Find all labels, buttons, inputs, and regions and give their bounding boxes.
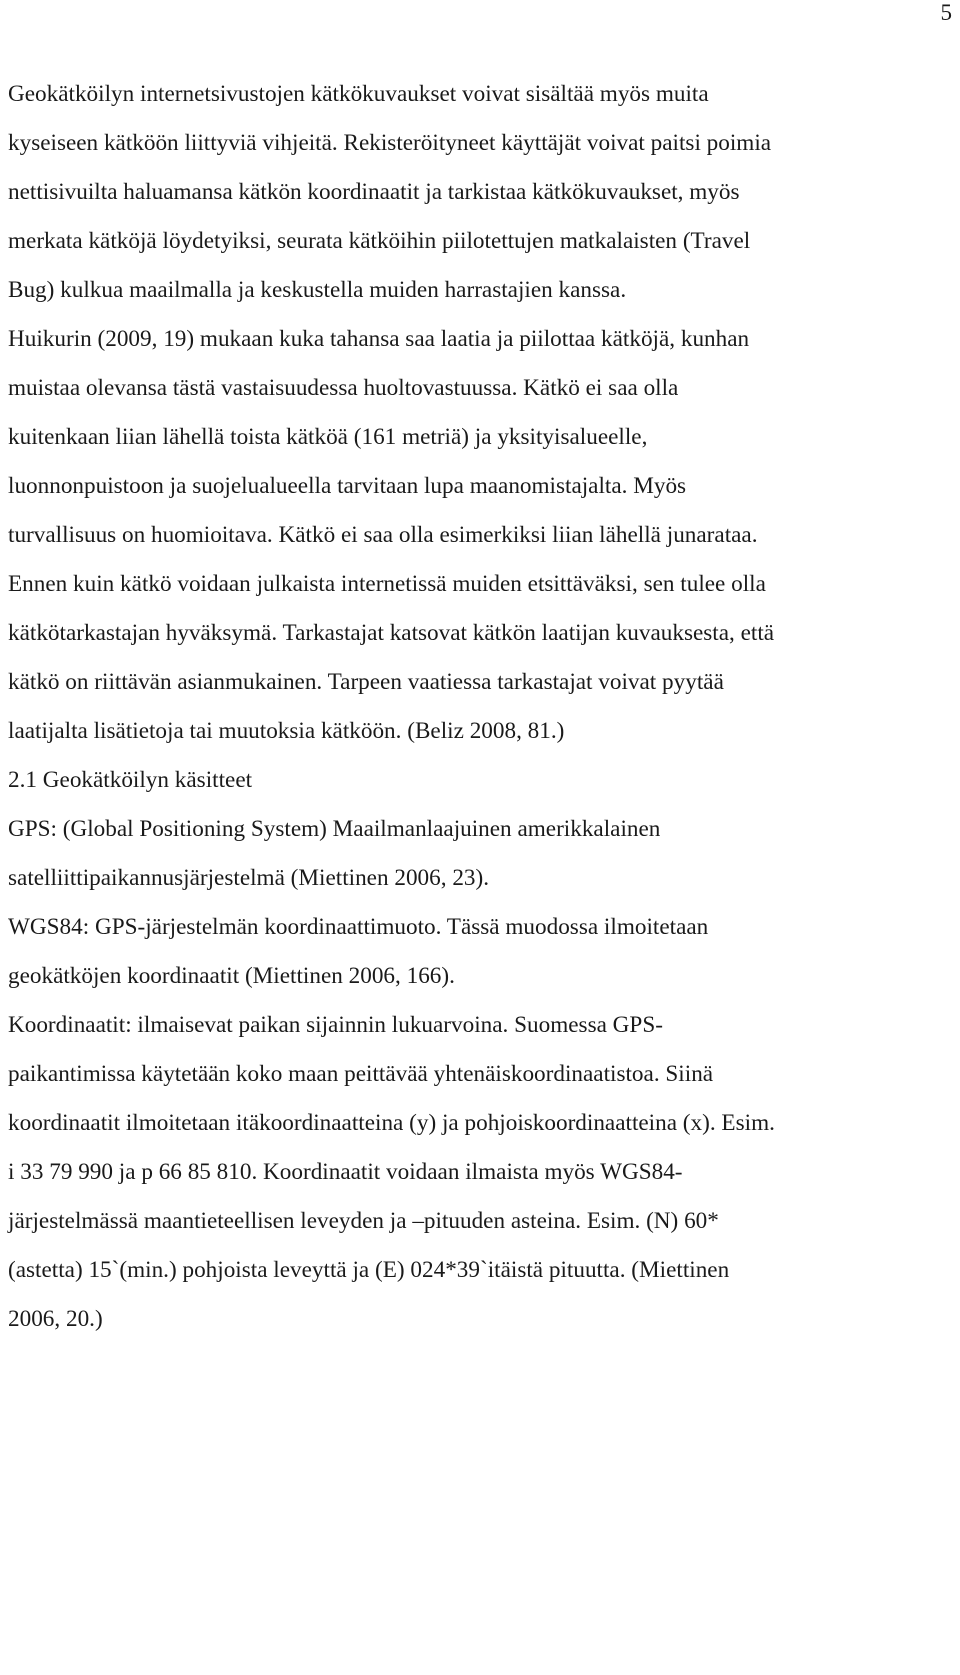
section-heading [8, 756, 928, 805]
text-line: merkata kätköjä löydetyiksi, seurata kätköihin piilotettujen matkalaisten (Travel [8, 228, 751, 254]
text-line: i 33 79 990 ja p 66 85 810. Koordinaatit voidaan ilmaista myös WGS84- [8, 1159, 683, 1185]
text-line: kuitenkaan liian lähellä toista kätköä (161 metriä) ja yksityisalueelle, [8, 424, 648, 450]
text-line: Huikurin (2009, 19) mukaan kuka tahansa saa laatia ja piilottaa kätköjä, kunhan [8, 326, 750, 352]
text-line: koordinaatit ilmoitetaan itäkoordinaatteina (y) ja pohjoiskoordinaatteina (x). Esim. [8, 1110, 775, 1136]
text-line: nettisivuilta haluamansa kätkön koordinaatit ja tarkistaa kätkökuvaukset, myös [8, 179, 740, 205]
paragraph-hiding-caches [8, 315, 928, 756]
text-line: kyseiseen kätköön liittyviä vihjeitä. Rekisteröityneet käyttäjät voivat paitsi poimia [8, 130, 772, 156]
text-line: paikantimissa käytetään koko maan peittävää yhtenäiskoordinaatistoa. Siinä [8, 1061, 714, 1087]
text-line: järjestelmässä maantieteellisen leveyden ja –pituuden asteina. Esim. (N) 60* [8, 1208, 719, 1234]
text-line: Geokätköilyn internetsivustojen kätkökuvaukset voivat sisältää myös muita [8, 81, 709, 107]
definition-coordinates [8, 1001, 928, 1344]
page-number: 5 [940, 0, 952, 25]
text-line: luonnonpuistoon ja suojelualueella tarvitaan lupa maanomistajalta. Myös [8, 473, 687, 499]
text-line: Bug) kulkua maailmalla ja keskustella muiden harrastajien kanssa. [8, 277, 627, 303]
text-line: laatijalta lisätietoja tai muutoksia kätköön. (Beliz 2008, 81.) [8, 718, 565, 744]
text-line: kätkö on riittävän asianmukainen. Tarpeen vaatiessa tarkastajat voivat pyytää [8, 669, 724, 695]
heading-text: 2.1 Geokätköilyn käsitteet [8, 767, 253, 793]
document-body [8, 70, 928, 1344]
text-line: WGS84: GPS-järjestelmän koordinaattimuoto. Tässä muodossa ilmoitetaan [8, 914, 709, 940]
text-line: geokätköjen koordinaatit (Miettinen 2006, 166). [8, 963, 455, 989]
text-line: Koordinaatit: ilmaisevat paikan sijainnin lukuarvoina. Suomessa GPS- [8, 1012, 663, 1038]
text-line: satelliittipaikannusjärjestelmä (Miettinen 2006, 23). [8, 865, 490, 891]
paragraph-geocaching-descriptions [8, 70, 928, 315]
text-line: GPS: (Global Positioning System) Maailmanlaajuinen amerikkalainen [8, 816, 661, 842]
text-line: turvallisuus on huomioitava. Kätkö ei saa olla esimerkiksi liian lähellä junarataa. [8, 522, 758, 548]
text-line: kätkötarkastajan hyväksymä. Tarkastajat katsovat kätkön laatijan kuvauksesta, että [8, 620, 775, 646]
text-line: (astetta) 15`(min.) pohjoista leveyttä ja (E) 024*39`itäistä pituutta. (Miettinen [8, 1257, 730, 1283]
text-line: 2006, 20.) [8, 1306, 103, 1332]
definition-gps [8, 805, 928, 903]
text-line: muistaa olevansa tästä vastaisuudessa huoltovastuussa. Kätkö ei saa olla [8, 375, 679, 401]
text-line: Ennen kuin kätkö voidaan julkaista internetissä muiden etsittäväksi, sen tulee olla [8, 571, 766, 597]
definition-wgs84 [8, 903, 928, 1001]
